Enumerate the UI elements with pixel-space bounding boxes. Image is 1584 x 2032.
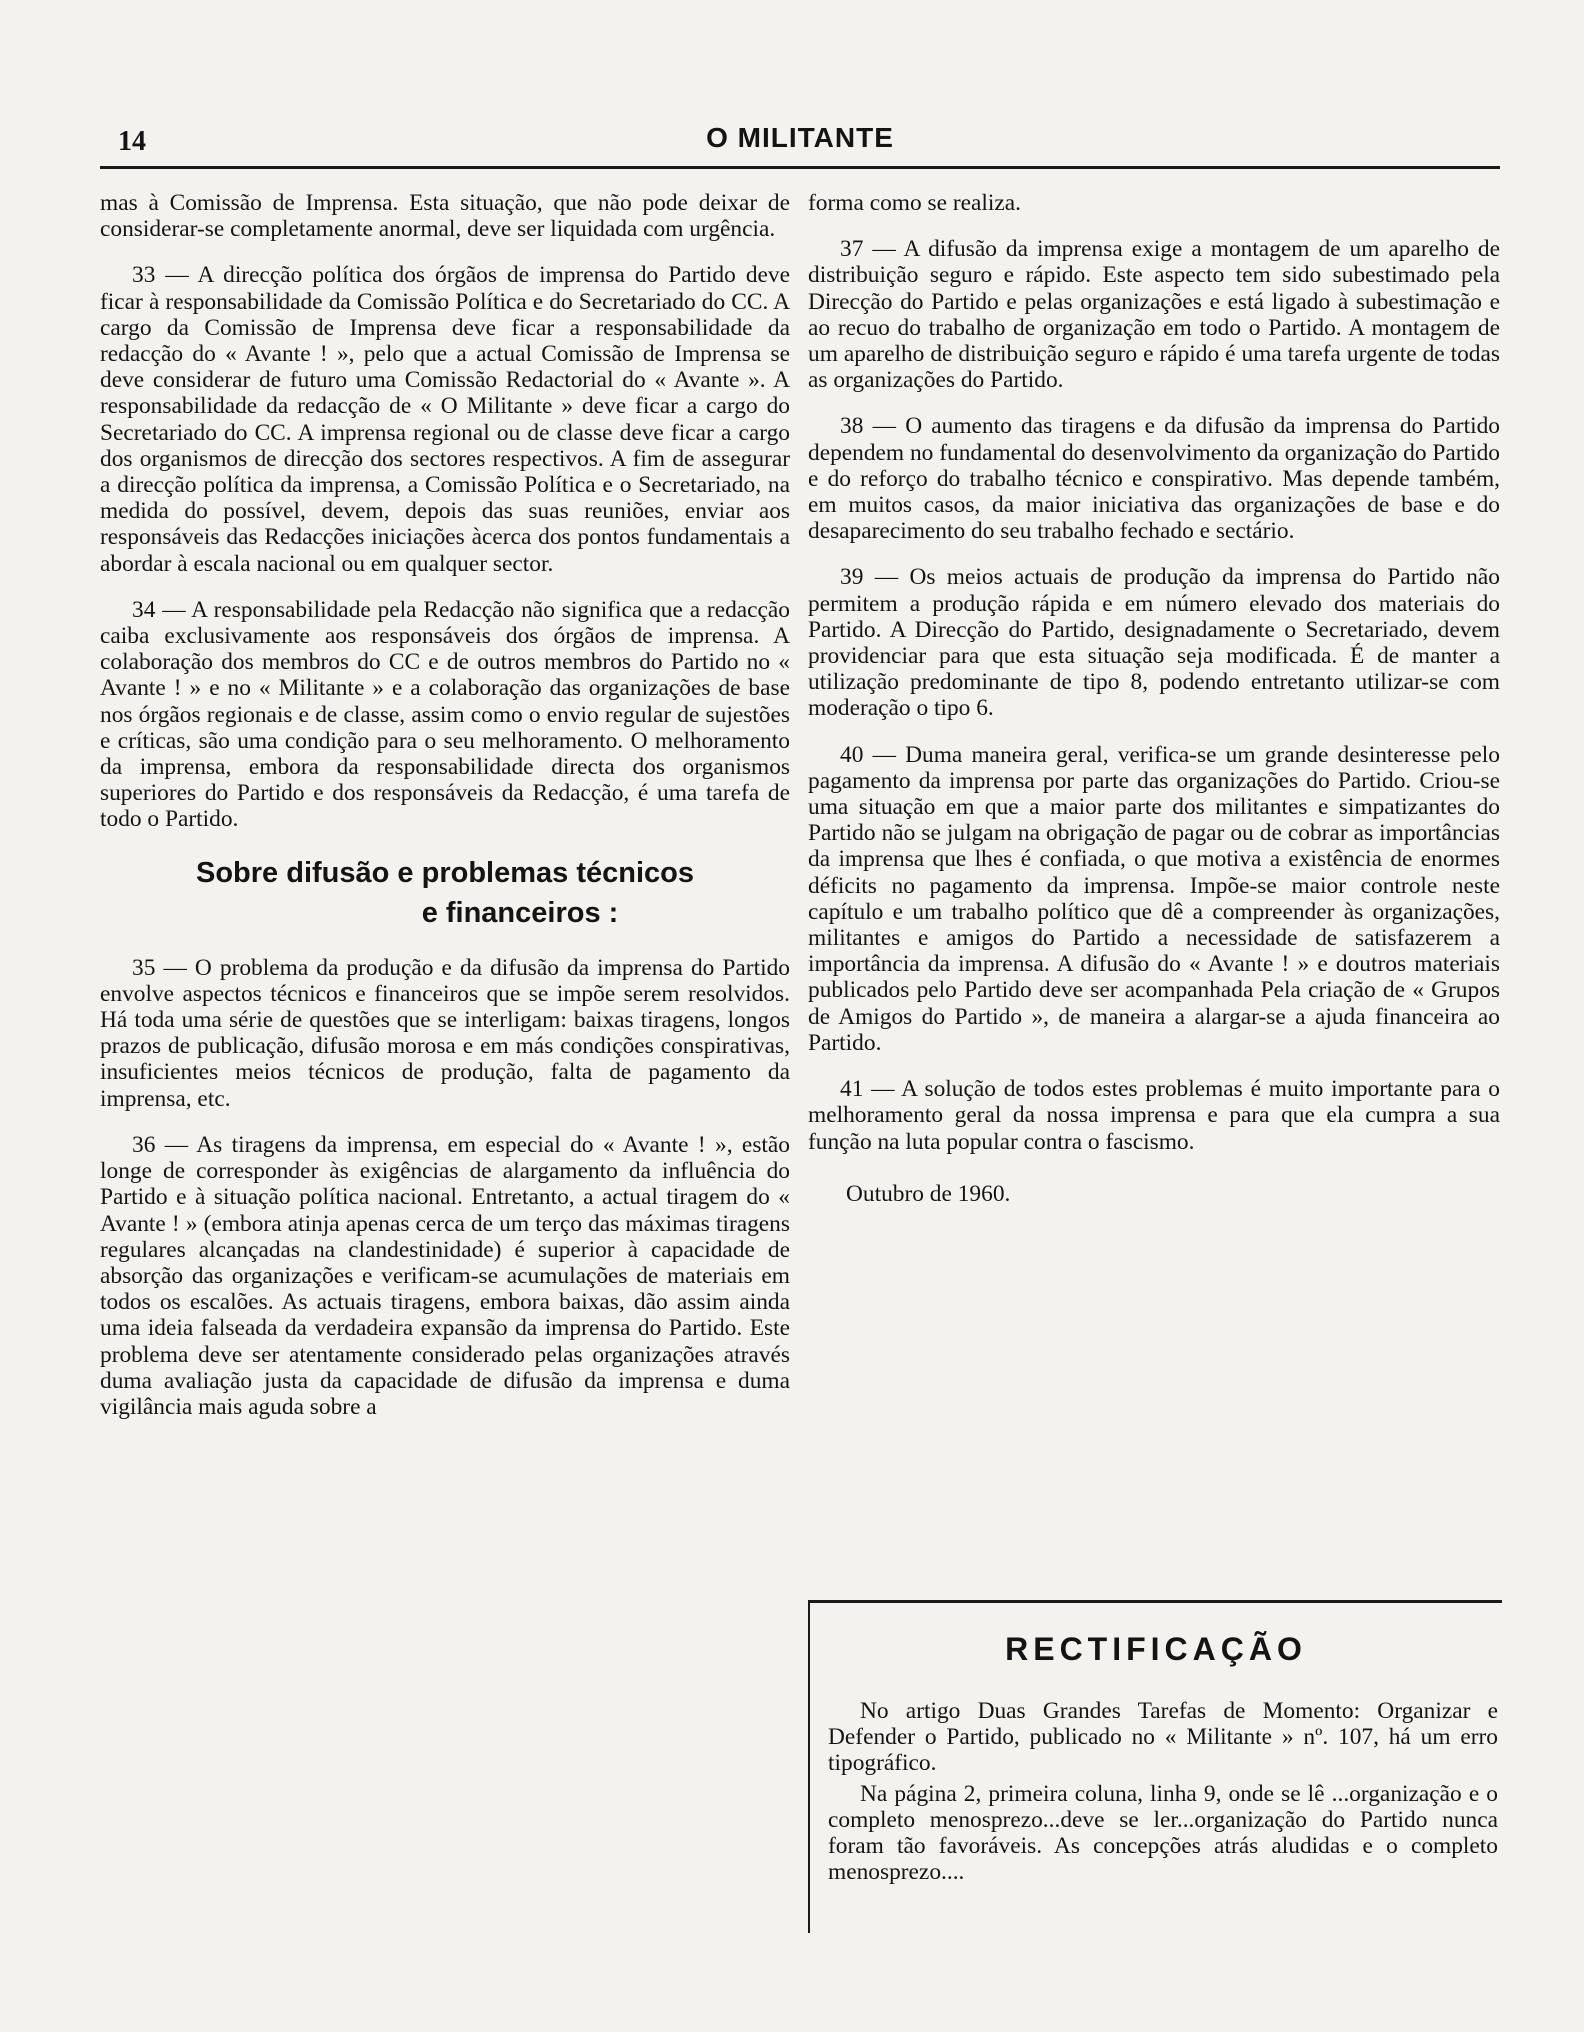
running-title: O MILITANTE	[706, 122, 894, 153]
page-number: 14	[118, 126, 146, 157]
rectification-title: RECTIFICAÇÃO	[1005, 1631, 1307, 1667]
paragraph-33: 33 — A direcção política dos órgãos de imprensa do Partido deve ficar à responsabilidade da Comissão Política e do Secretariado do CC. A cargo da Comissão de Imprensa deve ficar a responsabilidade da redacção do « Avante ! », pelo que a actual Comissão de Imprensa se deve considerar de futuro uma Comissão Redactorial do « Avante ». A responsabilidade da redacção de « O Militante » deve ficar a cargo do Secretariado do CC. A imprensa regional ou de classe deve ficar a cargo dos organismos de direcção dos sectores respectivos. A fim de assegurar a direcção política da imprensa, a Comissão Política e o Secretariado, na medida do possível, devem, depois das suas reuniões, enviar aos responsáveis das Redacções iniciações àcerca dos pontos fundamentais a abordar à escala nacional ou em qualquer sector.	[100, 262, 790, 577]
paragraph-40: 40 — Duma maneira geral, verifica-se um grande desinteresse pelo pagamento da imprensa por parte das organizações do Partido. Criou-se uma situação em que a maior parte dos militantes e simpatizantes do Partido não se julgam na obrigação de pagar ou de cobrar as importâncias da imprensa que lhes é confiada, o que motiva a existência de enormes déficits no pagamento da imprensa. Impõe-se maior controle neste capítulo e um trabalho político que dê a compreender às organizações, militantes e amigos do Partido a necessidade de satisfazerem a importância da imprensa. A difusão do « Avante ! » e doutros materiais publicados pelo Partido deve ser acompanhada Pela criação de « Grupos de Amigos do Partido », de maneira a alargar-se a ajuda financeira ao Partido.	[808, 741, 1500, 1056]
paragraph-38: 38 — O aumento das tiragens e da difusão da imprensa do Partido dependem no fundamental do desenvolvimento da organização do Partido e do reforço do trabalho técnico e conspirativo. Mas depende também, em muitos casos, da maior iniciativa das organizações de base e do desaparecimento do seu trabalho fechado e sectário.	[808, 413, 1500, 545]
paragraph-37: 37 — A difusão da imprensa exige a montagem de um aparelho de distribuição seguro e rápido. Este aspecto tem sido subestimado pela Direcção do Partido e pelas organizações e está ligado à subestimação e ao recuo do trabalho de organização em todo o Partido. A montagem de um aparelho de distribuição seguro e rápido é uma tarefa urgente de todas as organizações do Partido.	[808, 236, 1500, 394]
paragraph-continuation: forma como se realiza.	[808, 190, 1022, 216]
header-rule	[100, 166, 1500, 169]
section-heading	[100, 853, 790, 933]
paragraph-34: 34 — A responsabilidade pela Redacção não significa que a redacção caiba exclusivamente aos responsáveis dos órgãos de imprensa. A colaboração dos membros do CC e de outros membros do Partido no « Avante ! » e no « Militante » e a colaboração das organizações de base nos órgãos regionais e de classe, assim como o envio regular de sujestões e críticas, são uma condição para o seu melhoramento. O melhoramento da imprensa, embora da responsabilidade directa dos organismos superiores do Partido e dos responsáveis da Redacção, é uma tarefa de todo o Partido.	[100, 596, 790, 833]
left-column	[100, 190, 790, 1440]
section-heading-line-1: Sobre difusão e problemas técnicos	[196, 856, 694, 889]
paragraph-35: 35 — O problema da produção e da difusão da imprensa do Partido envolve aspectos técnicos e financeiros que se impõe serem resolvidos. Há toda uma série de questões que se interligam: baixas tiragens, longos prazos de publicação, difusão morosa e em más condições conspirativas, insuficientes meios técnicos de produção, falta de pagamento da imprensa, etc.	[100, 954, 790, 1112]
rectification-text	[810, 1698, 1502, 1885]
paragraph-41: 41 — A solução de todos estes problemas é muito importante para o melhoramento geral da nossa imprensa e para que ela cumpra a sua função na luta popular contra o fascismo.	[808, 1076, 1500, 1155]
section-heading-line-2: e financeiros :	[421, 896, 619, 929]
rectification-paragraph: No artigo Duas Grandes Tarefas de Momento: Organizar e Defender o Partido, publicado no « Militante » nº. 107, há um erro tipográfico.	[828, 1698, 1498, 1777]
page-header	[100, 120, 1500, 166]
right-column	[808, 190, 1500, 1207]
rectification-box	[808, 1600, 1502, 1933]
paragraph-36: 36 — As tiragens da imprensa, em especial do « Avante ! », estão longe de corresponder às exigências de alargamento da influência do Partido e à situação política nacional. Entretanto, a actual tiragem do « Avante ! » (embora atinja apenas cerca de um terço das máximas tiragens regulares alcançadas na clandestinidade) é superior à capacidade de absorção das organizações e verificam-se acumulações de materiais em todos os escalões. As actuais tiragens, embora baixas, dão assim ainda uma ideia falseada da verdadeira expansão da imprensa do Partido. Este problema deve ser atentamente considerado pelas organizações através duma avaliação justa da capacidade de difusão da imprensa e duma vigilância mais aguda sobre a	[100, 1131, 790, 1420]
paragraph-39: 39 — Os meios actuais de produção da imprensa do Partido não permitem a produção rápida e em número elevado dos materiais do Partido. A Direcção do Partido, designadamente o Secretariado, devem providenciar para que esta situação seja modificada. É de manter a utilização predominante de tipo 8, podendo entretanto utilizar-se com moderação o tipo 6.	[808, 564, 1500, 722]
rectification-paragraph: Na página 2, primeira coluna, linha 9, onde se lê ...organização e o completo menosprezo...deve se ler...organização do Partido nunca foram tão favoráveis. As concepções atrás aludidas e o completo menosprezo....	[828, 1780, 1498, 1886]
paragraph-continuation: mas à Comissão de Imprensa. Esta situação, que não pode deixar de considerar-se completamente anormal, deve ser liquidada com urgência.	[100, 190, 790, 243]
dateline: Outubro de 1960.	[846, 1180, 1011, 1207]
